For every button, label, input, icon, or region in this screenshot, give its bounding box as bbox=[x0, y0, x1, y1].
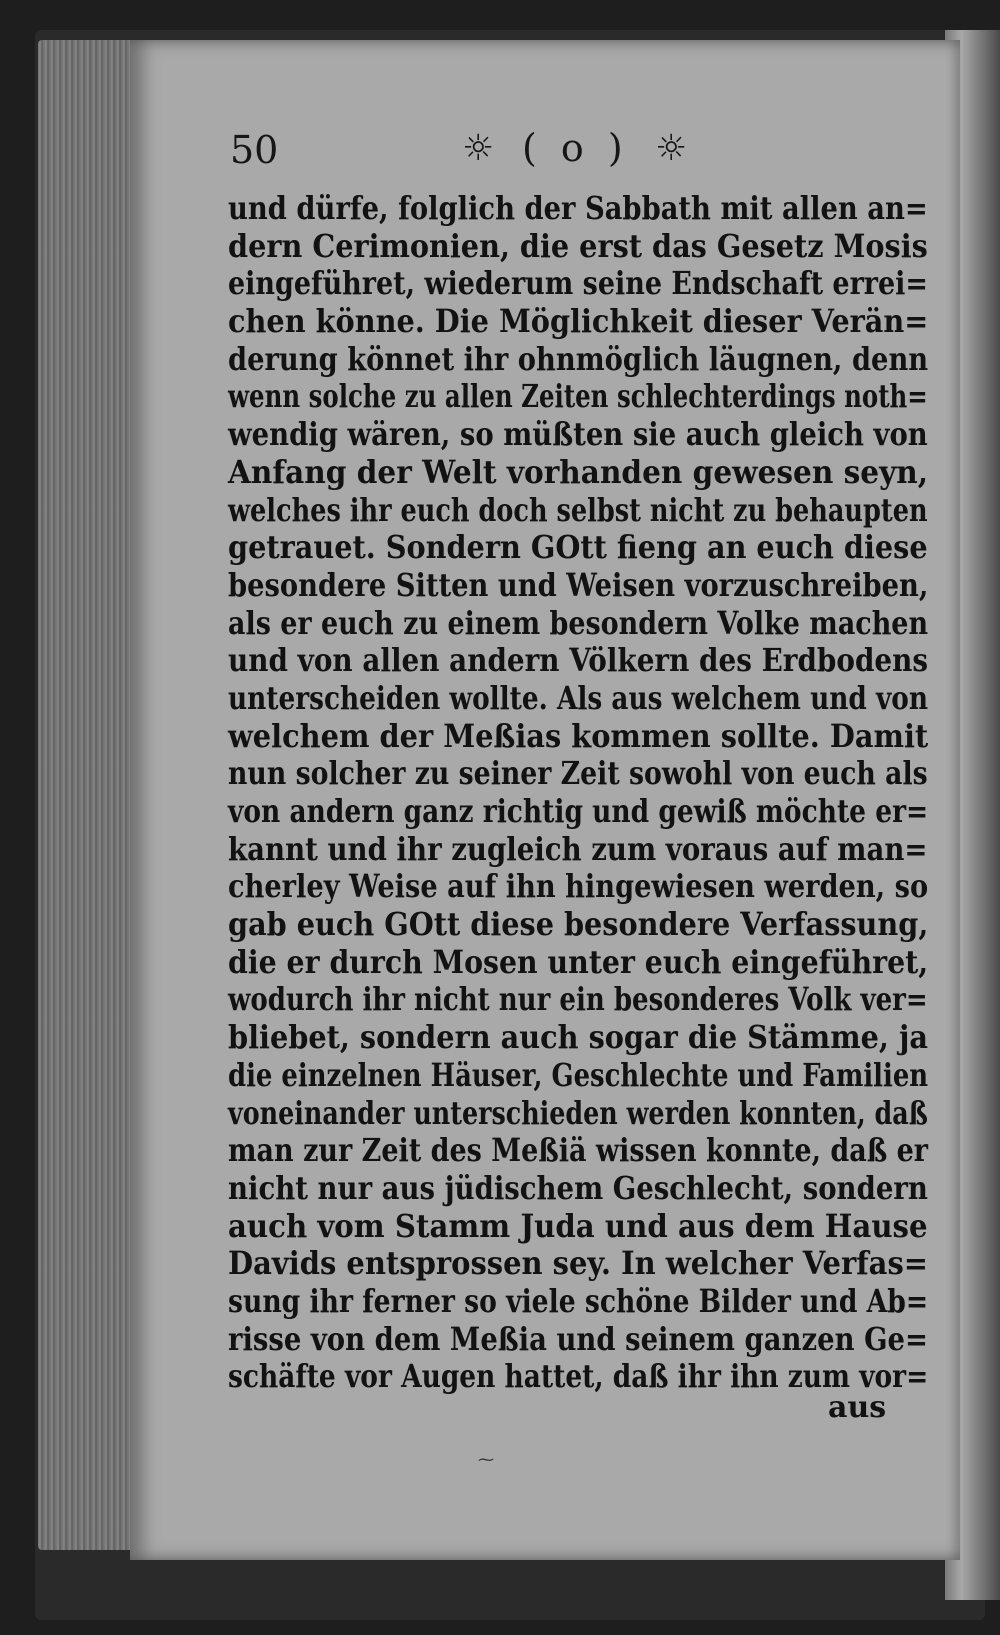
ornament-icon: ☼ bbox=[655, 128, 688, 169]
text-line: eingeführet, wiederum seine Endschaft errei= bbox=[228, 265, 928, 303]
text-line: und dürfe, folglich der Sabbath mit allen an= bbox=[228, 190, 928, 227]
body-text bbox=[228, 190, 948, 1396]
page-number: 50 bbox=[230, 128, 279, 172]
text-line: von andern ganz richtig und gewiß möchte er= bbox=[228, 793, 929, 830]
text-line: und von allen andern Völkern des Erdbodens bbox=[228, 642, 929, 680]
text-line: chen könne. Die Möglichkeit dieser Verän= bbox=[228, 303, 929, 341]
text-line: man zur Zeit des Meßiä wissen konnte, daß er bbox=[228, 1132, 929, 1170]
page-edges bbox=[38, 40, 138, 1550]
text-line: cherley Weise auf ihn hingewiesen werden, so bbox=[228, 868, 929, 906]
catchword: aus bbox=[828, 1390, 887, 1425]
text-line: nun solcher zu seiner Zeit sowohl von euch als bbox=[228, 755, 928, 793]
text-line: wenn solche zu allen Zeiten schlechterdings noth= bbox=[228, 378, 928, 416]
printer-mark: ⁓ bbox=[478, 1450, 494, 1469]
text-line: besondere Sitten und Weisen vorzuschreiben, bbox=[228, 566, 929, 604]
text-line: wodurch ihr nicht nur ein besonderes Volk ver= bbox=[228, 981, 928, 1019]
running-header bbox=[230, 128, 730, 178]
text-line: kannt und ihr zugleich zum voraus auf man= bbox=[228, 830, 928, 868]
text-line: nicht nur aus jüdischem Geschlecht, sondern bbox=[228, 1169, 928, 1207]
text-line: risse von dem Meßia und seinem ganzen Ge= bbox=[228, 1320, 929, 1358]
text-line: voneinander unterschieden werden konnten, daß bbox=[228, 1094, 928, 1132]
text-line: bliebet, sondern auch sogar die Stämme, ja bbox=[228, 1019, 928, 1057]
text-line: unterscheiden wollte. Als aus welchem und von bbox=[228, 679, 929, 717]
text-line: gab euch GOtt diese besondere Verfassung, bbox=[228, 906, 929, 944]
text-line: Davids entsprossen sey. In welcher Verfas= bbox=[228, 1245, 929, 1283]
text-line: als er euch zu einem besondern Volke machen bbox=[228, 604, 929, 642]
header-sign: ( o ) bbox=[522, 126, 629, 170]
text-line: die er durch Mosen unter euch eingeführet, bbox=[228, 943, 929, 981]
ornament-icon: ☼ bbox=[462, 128, 495, 169]
text-line: welchem der Meßias kommen sollte. Damit bbox=[228, 717, 929, 755]
text-line: derung könnet ihr ohnmöglich läugnen, denn bbox=[228, 340, 929, 378]
text-line: getrauet. Sondern GOtt fieng an euch diese bbox=[228, 529, 928, 567]
text-line: die einzelnen Häuser, Geschlechte und Familien bbox=[228, 1056, 929, 1094]
text-line: dern Cerimonien, die erst das Gesetz Mosis bbox=[228, 227, 928, 265]
text-line: wendig wären, so müßten sie auch gleich von bbox=[228, 416, 928, 454]
text-line: auch vom Stamm Juda und aus dem Hause bbox=[228, 1207, 928, 1245]
text-line: schäfte vor Augen hattet, daß ihr ihn zum vor= bbox=[228, 1358, 929, 1396]
text-line: sung ihr ferner so viele schöne Bilder und Ab= bbox=[228, 1282, 929, 1320]
text-line: welches ihr euch doch selbst nicht zu behaupten bbox=[228, 491, 928, 529]
text-line: Anfang der Welt vorhanden gewesen seyn, bbox=[228, 453, 929, 491]
